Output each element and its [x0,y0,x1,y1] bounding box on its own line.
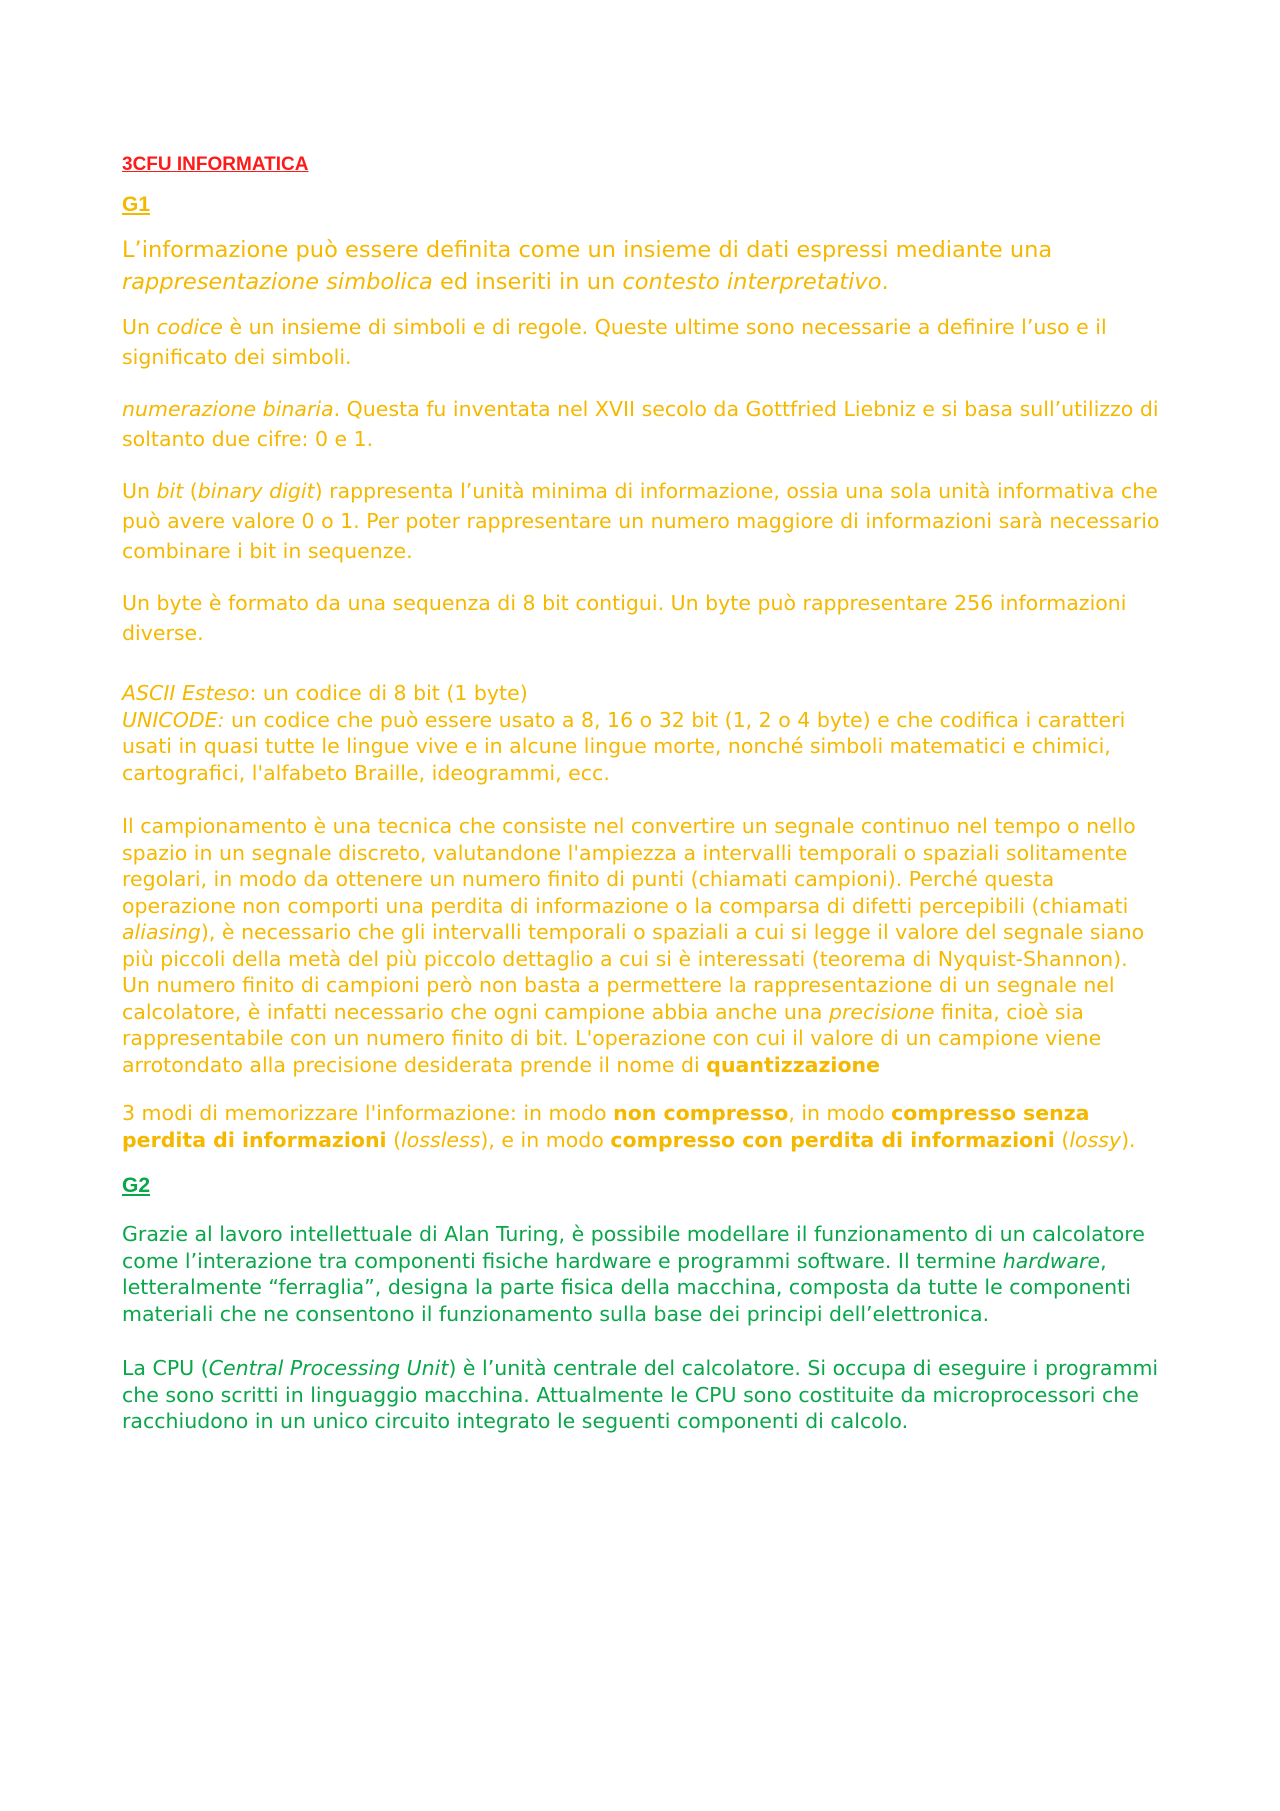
paragraph-unicode: UNICODE: un codice che può essere usato a 8, 16 o 32 bit (1, 2 o 4 byte) e che codifica i caratteri usati in quasi tutte le lingue vive e in alcune lingue morte, nonché simboli matematici e chimici, cartografici, l'alfabeto Braille, ideogrammi, ecc. [122,707,1126,785]
paragraph-codice: Un codice è un insieme di simboli e di regole. Queste ultime sono necessarie a definire l’uso e il significato dei simboli. [122,315,1107,369]
document-page [122,154,1172,1435]
document-title: 3CFU INFORMATICA [122,154,309,175]
paragraph-byte: Un byte è formato da una sequenza di 8 bit contigui. Un byte può rappresentare 256 informazioni diverse. [122,591,1127,645]
paragraph-numerazione-binaria: numerazione binaria. Questa fu inventata nel XVII secolo da Gottfried Liebniz e si basa sull’utilizzo di soltanto due cifre: 0 e 1. [122,397,1159,451]
paragraph-cpu: La CPU (Central Processing Unit) è l’unità centrale del calcolatore. Si occupa di eseguire i programmi che sono scritti in linguaggio macchina. Attualmente le CPU sono costituite da microprocessori che racchiudono in un unico circuito integrato le seguenti componenti di calcolo. [122,1356,1159,1433]
section-heading-g2: G2 [122,1174,151,1197]
section-heading-g1: G1 [122,193,151,216]
paragraph-memorizzazione: 3 modi di memorizzare l'informazione: in modo non compresso, in modo compresso senza perdita di informazioni (lossless), e in modo compresso con perdita di informazioni (lossy). [122,1101,1136,1152]
paragraph-informazione: L’informazione può essere definita come un insieme di dati espressi mediante una rappresentazione simbolica ed inseriti in un contesto interpretativo. [122,237,1053,295]
paragraph-campionamento: Il campionamento è una tecnica che consiste nel convertire un segnale continuo nel tempo o nello spazio in un segnale discreto, valutandone l'ampiezza a intervalli temporali o spaziali solitamente regolari, in modo da ottenere un numero finito di punti (chiamati campioni). Perché questa operazione non comporti una perdita di informazione o la comparsa di difetti percepibili (chiamati aliasing), è necessario che gli intervalli temporali o spaziali a cui si legge il valore del segnale siano più piccoli della metà del più piccolo dettaglio a cui si è interessati (teorema di Nyquist-Shannon). [122,814,1145,971]
paragraph-quantizzazione: Un numero finito di campioni però non basta a permettere la rappresentazione di un segnale nel calcolatore, è infatti necessario che ogni campione abbia anche una precisione finita, cioè sia rappresentabile con un numero finito di bit. L'operazione con cui il valore di un campione viene arrotondato alla precisione desiderata prende il nome di quantizzazione [122,973,1115,1077]
paragraph-bit: Un bit (binary digit) rappresenta l’unità minima di informazione, ossia una sola unità informativa che può avere valore 0 o 1. Per poter rappresentare un numero maggiore di informazioni sarà necessario combinare i bit in sequenze. [122,479,1160,563]
paragraph-turing: Grazie al lavoro intellettuale di Alan Turing, è possibile modellare il funzionamento di un calcolatore come l’interazione tra componenti fisiche hardware e programmi software. Il termine hardware, letteralmente “ferraglia”, designa la parte fisica della macchina, composta da tutte le componenti materiali che ne consentono il funzionamento sulla base dei principi dell’elettronica. [122,1222,1145,1326]
paragraph-ascii-esteso: ASCII Esteso: un codice di 8 bit (1 byte) [122,681,528,705]
